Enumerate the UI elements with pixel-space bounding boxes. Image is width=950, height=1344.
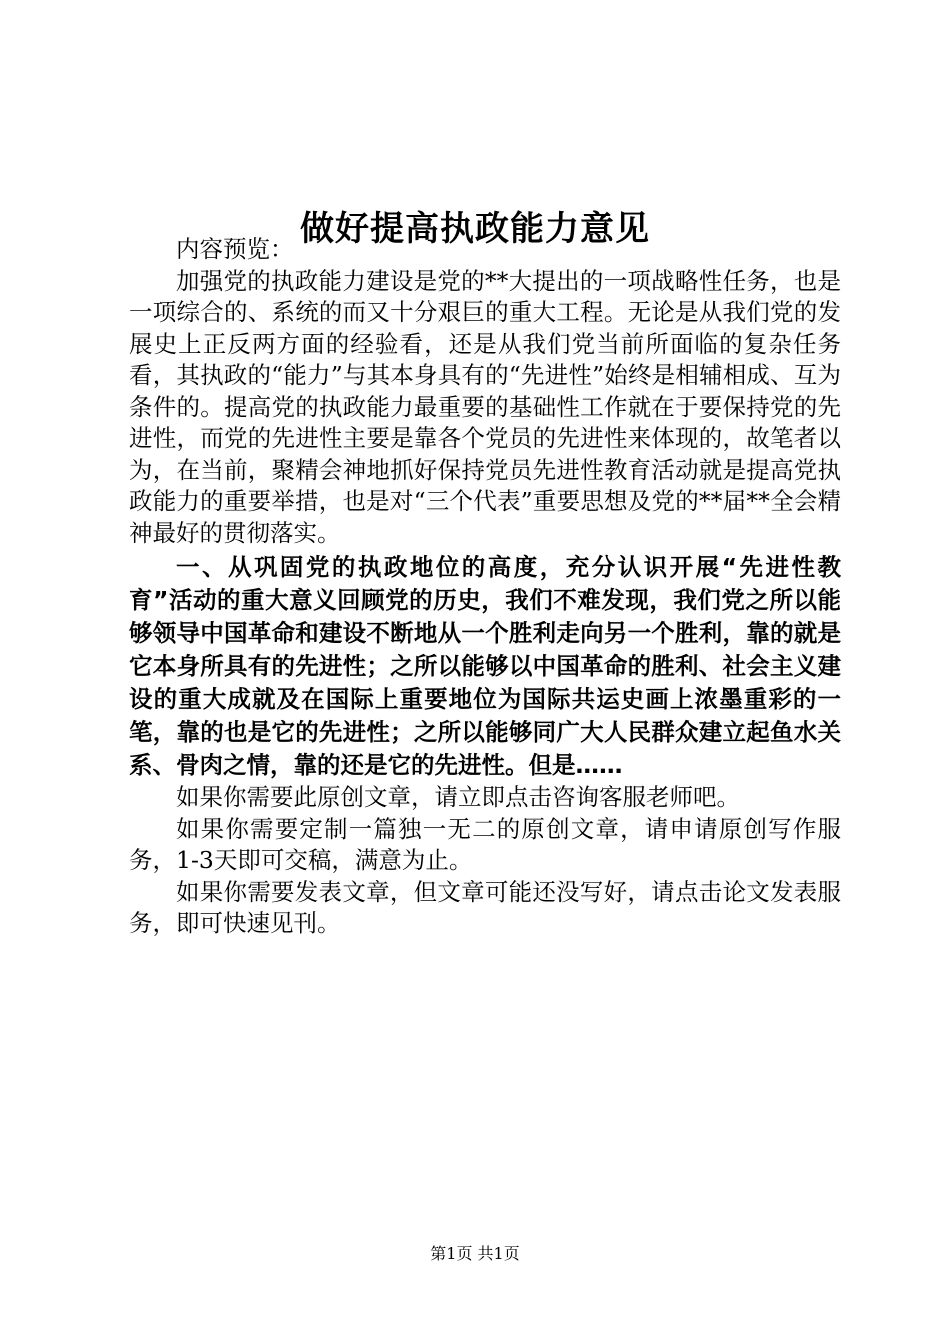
cta-custom-writing: 如果你需要定制一篇独一无二的原创文章，请申请原创写作服务，1-3天即可交稿，满意为止。	[129, 814, 841, 874]
preview-label: 内容预览：	[176, 235, 294, 263]
document-body	[129, 234, 841, 940]
intro-paragraph: 加强党的执政能力建设是党的**大提出的一项战略性任务，也是一项综合的、系统的而又十分艰巨的重大工程。无论是从我们党的发展史上正反两方面的经验看，还是从我们党当前所面临的复杂任务看，其执政的“能力”与其本身具有的“先进性”始终是相辅相成、互为条件的。提高党的执政能力最重要的基础性工作就在于要保持党的先进性，而党的先进性主要是靠各个党员的先进性来体现的，故笔者以为，在当前，聚精会神地抓好保持党员先进性教育活动就是提高党执政能力的重要举措，也是对“三个代表”重要思想及党的**届**全会精神最好的贯彻落实。	[129, 266, 841, 547]
cta-publishing-service: 如果你需要发表文章，但文章可能还没写好，请点击论文发表服务，即可快速见刊。	[129, 877, 841, 937]
document-title: 做好提高执政能力意见	[300, 208, 650, 249]
cta-original-article: 如果你需要此原创文章，请立即点击咨询客服老师吧。	[176, 783, 740, 811]
page-footer: 第1页 共1页	[430, 1244, 520, 1263]
section-one-paragraph: 一、从巩固党的执政地位的高度，充分认识开展“先进性教育”活动的重大意义回顾党的历史，我们不难发现，我们党之所以能够领导中国革命和建设不断地从一个胜利走向另一个胜利，靠的就是它本身所具有的先进性；之所以能够以中国革命的胜利、社会主义建设的重大成就及在国际上重要地位为国际共运史画上浓墨重彩的一笔，靠的也是它的先进性；之所以能够同广大人民群众建立起鱼水关系、骨肉之情，靠的还是它的先进性。但是……	[129, 553, 841, 779]
